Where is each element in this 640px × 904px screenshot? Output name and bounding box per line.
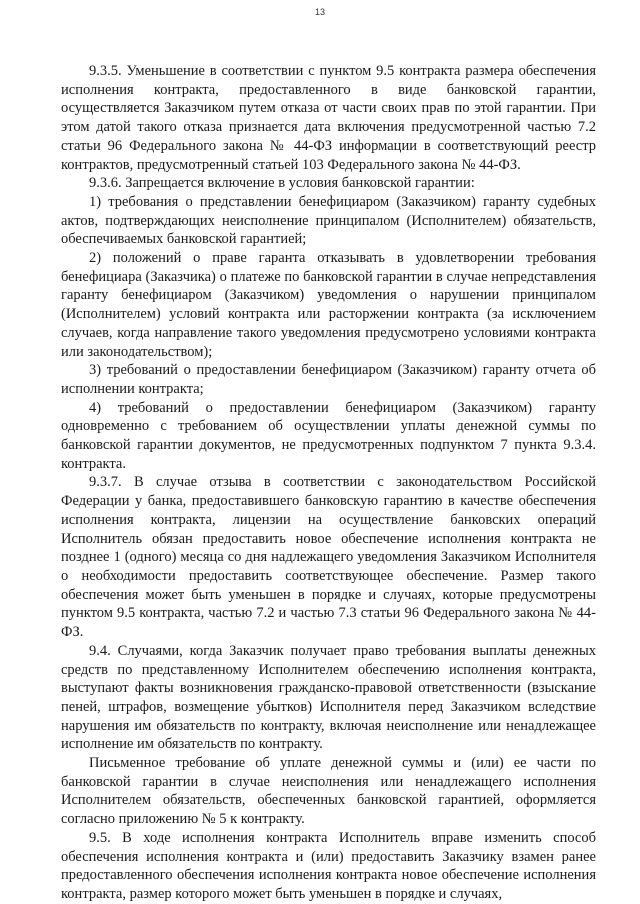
paragraph-9-3-5: 9.3.5. Уменьшение в соответствии с пунктом 9.5 контракта размера обеспечения исполнения контракта, предоставленного в виде банковской гарантии, осуществляется Заказчиком путем отказа от части своих прав по этой гарантии. При этом датой такого отказа признается дата включения предусмотренной частью 7.2 статьи 96 Федерального закона № 44-ФЗ информации в соответствующий реестр контрактов, предусмотренный статьей 103 Федерального закона № 44-ФЗ. bbox=[61, 63, 596, 173]
paragraph-9-3-6: 9.3.6. Запрещается включение в условия банковской гарантии: bbox=[89, 175, 475, 192]
paragraph-9-3-7: 9.3.7. В случае отзыва в соответствии с законодательством Российской Федерации у банка, предоставившего банковскую гарантию в качестве обеспечения исполнения контракта, лицензии на осуществление банковских операций Исполнитель обязан предоставить новое обеспечение исполнения контракта не позднее 1 (одного) месяца со дня надлежащего уведомления Заказчиком Исполнителя о необходимости предоставить соответствующее обеспечение. Размер такого обеспечения может быть уменьшен в порядке и случаях, которые предусмотрены пунктом 9.5 контракта, частью 7.2 и частью 7.3 статьи 96 Федерального закона № 44-ФЗ. bbox=[61, 474, 596, 641]
paragraph-written-demand: Письменное требование об уплате денежной суммы и (или) ее части по банковской гарантии в случае неисполнения или ненадлежащего исполнения Исполнителем обязательств, обеспеченных банковской гарантией, оформляется согласно приложению № 5 к контракту. bbox=[61, 755, 596, 828]
list-item-4: 4) требований о предоставлении бенефициаром (Заказчиком) гаранту одновременно с требованием об осуществлении уплаты денежной суммы по банковской гарантии документов, не предусмотренных подпунктом 7 пункта 9.3.4. контракта. bbox=[61, 399, 596, 472]
list-item-3: 3) требований о предоставлении бенефициаром (Заказчиком) гаранту отчета об исполнении контракта; bbox=[61, 362, 596, 397]
list-item-2: 2) положений о праве гаранта отказывать в удовлетворении требования бенефициара (Заказчика) о платеже по банковской гарантии в случае непредставления гаранту бенефициаром (Заказчиком) уведомления о нарушении принципалом (Исполнителем) условий контракта или расторжении контракта (за исключением случаев, когда направление такого уведомления предусмотрено условиями контракта или законодательством); bbox=[61, 250, 596, 360]
list-item-1: 1) требования о представлении бенефициаром (Заказчиком) гаранту судебных актов, подтверждающих неисполнение принципалом (Исполнителем) обязательств, обеспечиваемых банковской гарантией; bbox=[61, 193, 596, 248]
document-body bbox=[61, 62, 596, 904]
paragraph-9-4: 9.4. Случаями, когда Заказчик получает право требования выплаты денежных средств по представленному Исполнителем обеспечению исполнения контракта, выступают факты возникновения гражданско-правовой ответственности (взыскание пеней, штрафов, возмещение убытков) Исполнителя перед Заказчиком вследствие нарушения им обязательств по контракту, включая неисполнение или ненадлежащее исполнение им обязательств по контракту. bbox=[61, 642, 596, 753]
paragraph-9-5: 9.5. В ходе исполнения контракта Исполнитель вправе изменить способ обеспечения исполнения контракта и (или) предоставить Заказчику взамен ранее предоставленного обеспечения исполнения контракта новое обеспечение исполнения контракта, размер которого может быть уменьшен в порядке и случаях, bbox=[61, 829, 596, 902]
page-number: 13 bbox=[314, 7, 325, 17]
